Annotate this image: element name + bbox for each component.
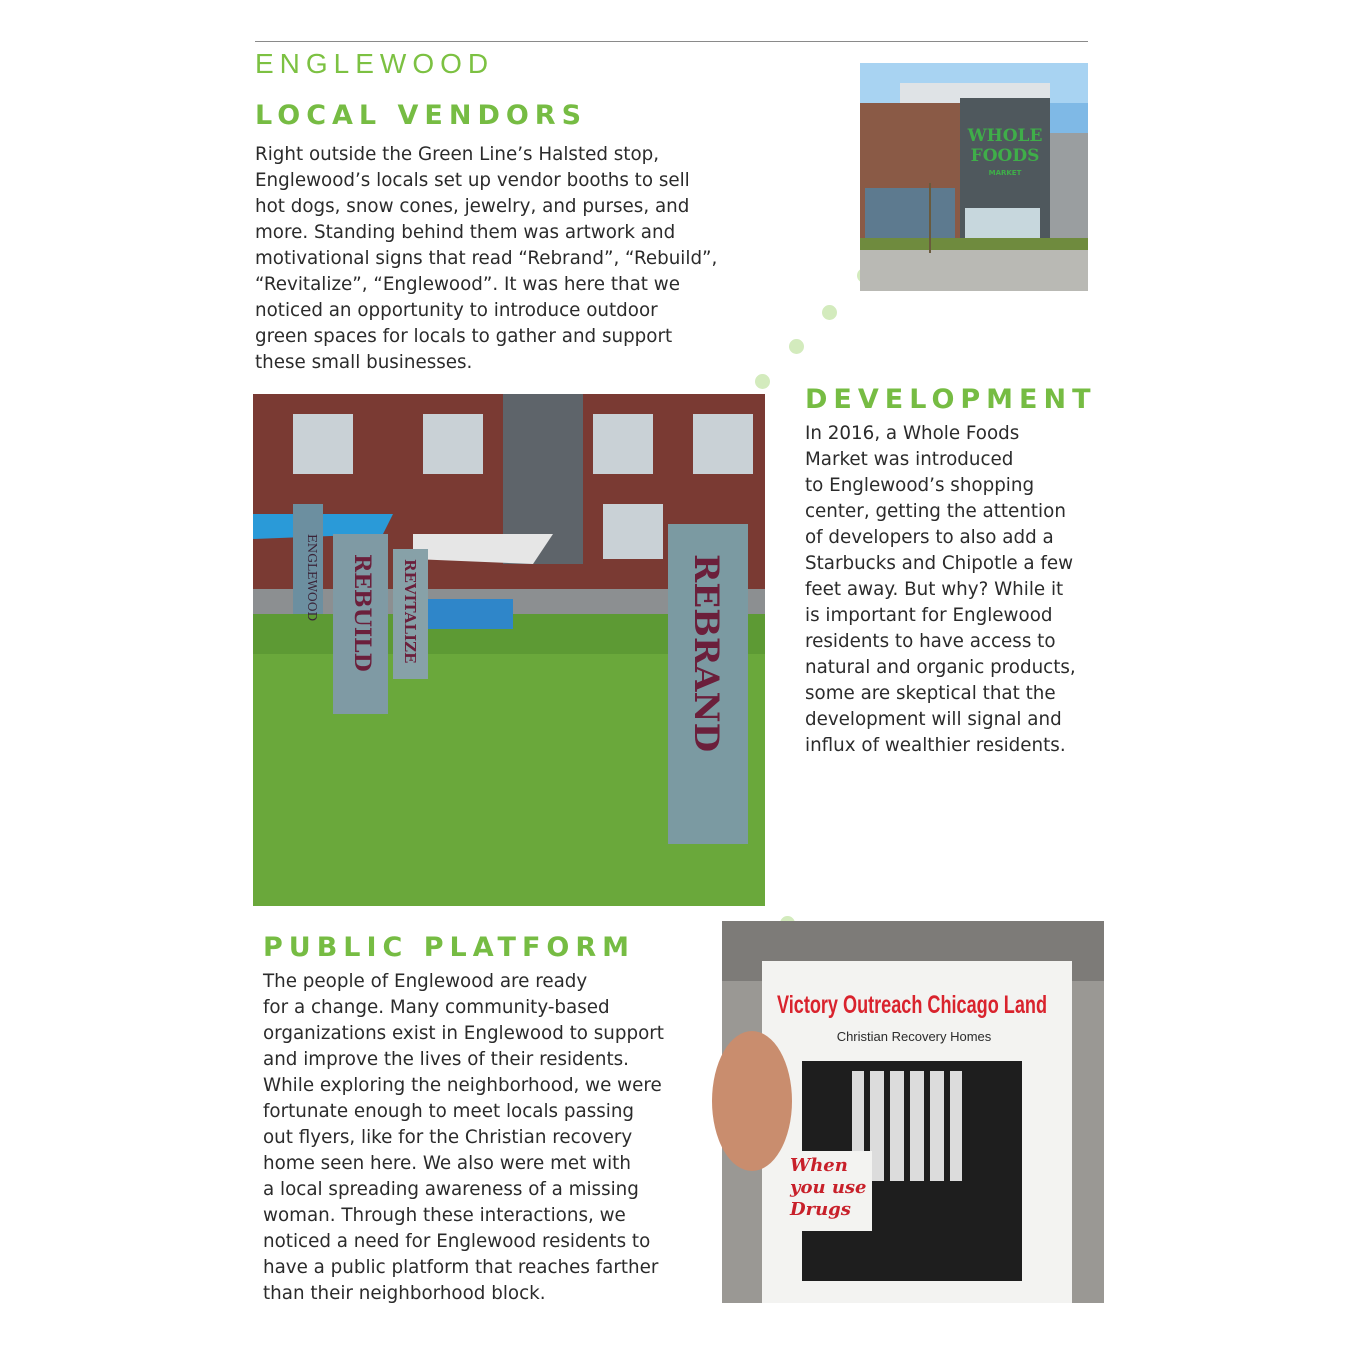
sign-englewood: ENGLEWOOD — [305, 534, 319, 622]
vendors-text-line: Englewood’s locals set up vendor booths to sell — [255, 170, 690, 191]
vendors-text-line: “Revitalize”, “Englewood”. It was here that we — [255, 274, 680, 295]
development-text-line: In 2016, a Whole Foods — [805, 423, 1020, 444]
local-vendors-text — [255, 142, 717, 376]
development-text-line: feet away. But why? While it — [805, 579, 1064, 600]
vendors-text-line: more. Standing behind them was artwork and — [255, 222, 676, 243]
top-divider — [255, 41, 1088, 42]
development-text-line: influx of wealthier residents. — [805, 735, 1066, 756]
development-text-line: Starbucks and Chipotle a few — [805, 553, 1074, 574]
signs-photo — [253, 394, 765, 906]
platform-text-line: out flyers, like for the Christian recovery — [263, 1127, 633, 1148]
development-text-line: center, getting the attention — [805, 501, 1066, 522]
local-vendors-heading: LOCAL VENDORS — [255, 100, 588, 131]
development-text-line: some are skeptical that the — [805, 683, 1056, 704]
flyer-photo — [722, 921, 1104, 1303]
section-label: ENGLEWOOD — [255, 48, 495, 79]
vendors-text-line: these small businesses. — [255, 352, 473, 373]
path-dot — [822, 305, 837, 320]
platform-text-line: organizations exist in Englewood to support — [263, 1023, 664, 1044]
vendors-text-line: motivational signs that read “Rebrand”, “Rebuild”, — [255, 248, 718, 269]
flyer-title: Victory Outreach Chicago Land — [777, 991, 1047, 1019]
wf-sign-line3: MARKET — [988, 169, 1022, 177]
sign-rebuild: REBUILD — [349, 554, 375, 672]
platform-text-line: fortunate enough to meet locals passing — [263, 1101, 635, 1122]
flyer-tag3: Drugs — [790, 1199, 851, 1220]
platform-text-line: noticed a need for Englewood residents to — [263, 1231, 651, 1252]
vendors-text-line: hot dogs, snow cones, jewelry, and purses, and — [255, 196, 690, 217]
wf-sign-line2: FOODS — [970, 146, 1040, 166]
development-heading: DEVELOPMENT — [805, 384, 1097, 415]
path-dot — [789, 339, 804, 354]
vendors-text-line: noticed an opportunity to introduce outdoor — [255, 300, 658, 321]
flyer-subtitle: Christian Recovery Homes — [836, 1029, 992, 1044]
development-text-line: of developers to also add a — [805, 527, 1054, 548]
development-text-line: Market was introduced — [805, 449, 1014, 470]
development-text — [805, 421, 1076, 759]
platform-text-line: a local spreading awareness of a missing — [263, 1179, 639, 1200]
platform-text-line: for a change. Many community-based — [263, 997, 610, 1018]
flyer-tag2: you use — [790, 1177, 867, 1198]
sign-rebrand: REBRAND — [686, 554, 726, 753]
development-text-line: natural and organic products, — [805, 657, 1076, 678]
development-text-line: residents to have access to — [805, 631, 1056, 652]
path-dot — [755, 374, 770, 389]
public-platform-text — [263, 969, 664, 1307]
vendors-text-line: green spaces for locals to gather and support — [255, 326, 673, 347]
whole-foods-photo — [860, 63, 1088, 291]
platform-text-line: have a public platform that reaches farther — [263, 1257, 659, 1278]
public-platform-heading: PUBLIC PLATFORM — [263, 932, 636, 963]
development-text-line: is important for Englewood — [805, 605, 1053, 626]
development-text-line: development will signal and — [805, 709, 1062, 730]
platform-text-line: The people of Englewood are ready — [263, 971, 588, 992]
platform-text-line: than their neighborhood block. — [263, 1283, 546, 1304]
sign-revitalize: REVITALIZE — [401, 559, 419, 664]
vendors-text-line: Right outside the Green Line’s Halsted stop, — [255, 144, 660, 165]
platform-text-line: home seen here. We also were met with — [263, 1153, 631, 1174]
platform-text-line: While exploring the neighborhood, we were — [263, 1075, 662, 1096]
platform-text-line: woman. Through these interactions, we — [263, 1205, 626, 1226]
platform-text-line: and improve the lives of their residents. — [263, 1049, 629, 1070]
flyer-tag1: When — [790, 1155, 848, 1176]
development-text-line: to Englewood’s shopping — [805, 475, 1035, 496]
wf-sign-line1: WHOLE — [967, 126, 1043, 146]
